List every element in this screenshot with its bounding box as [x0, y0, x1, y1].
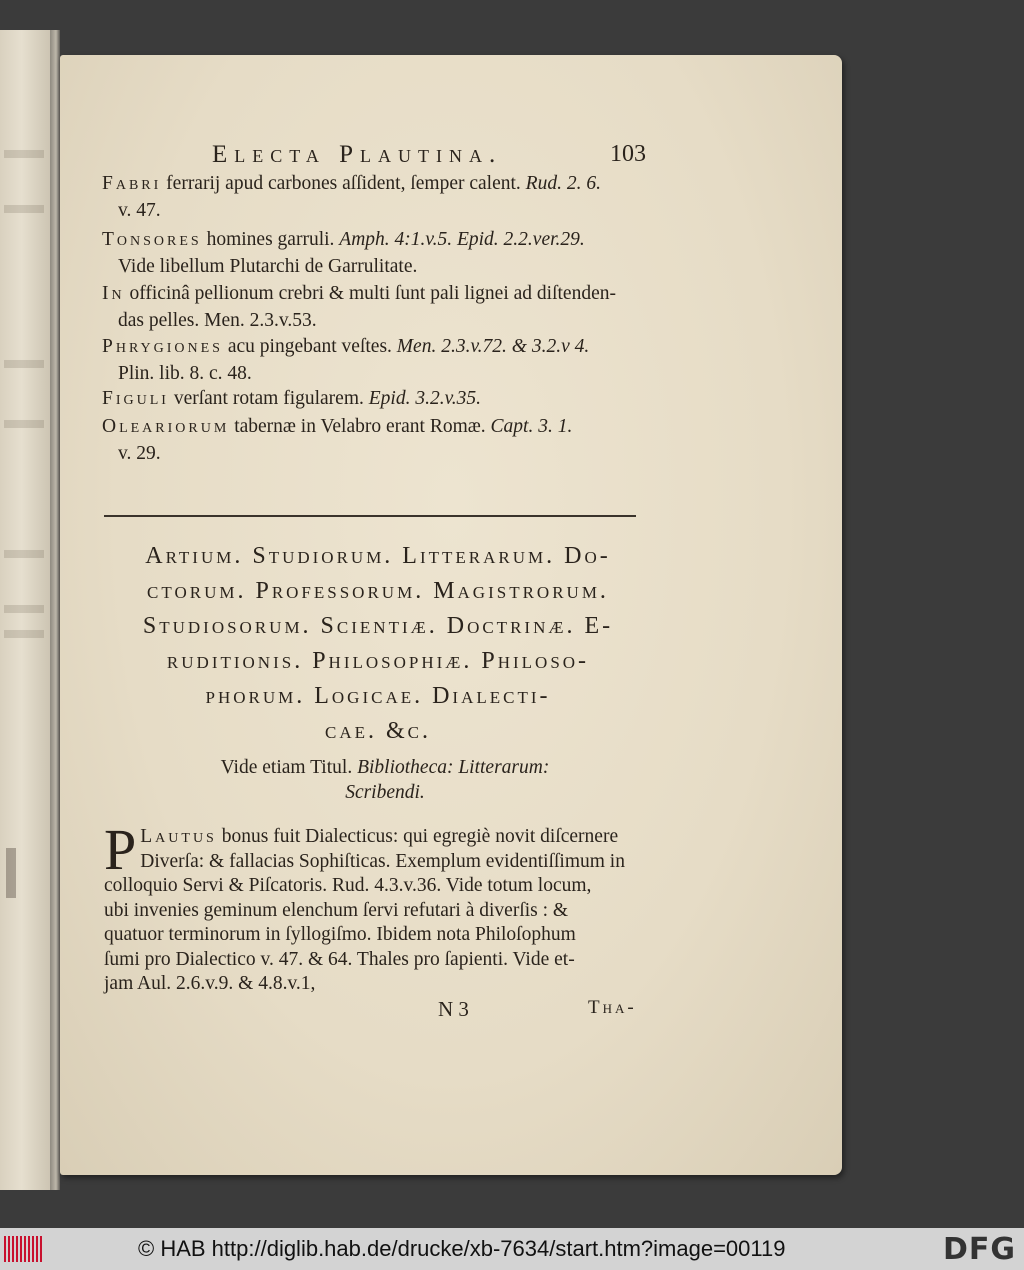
entry-cont: Vide libellum Plutarchi de Garrulitate. — [118, 256, 418, 277]
entry-ref: Rud. 2. 6. — [525, 173, 601, 194]
entry-cont: das pelles. Men. 2.3.v.53. — [118, 310, 317, 331]
heading-line: Studiosorum. Scientiæ. Doctrinæ. E- — [142, 613, 614, 639]
para-line: ſumi pro Dialectico v. 47. & 64. Thales pro ſapienti. Vide et- — [104, 948, 575, 970]
running-header: Electa Plautina. — [212, 141, 503, 168]
entry-cont: v. 47. — [118, 200, 161, 221]
entry-text: homines garruli. — [201, 229, 340, 250]
copyright-link[interactable]: © HAB http://diglib.hab.de/drucke/xb-7634/start.htm?image=00119 — [138, 1236, 786, 1261]
page-gutter — [50, 30, 60, 1190]
para-line: ubi invenies geminum elenchum ſervi refutari à diverſis : & — [104, 899, 569, 921]
entry-ref: Capt. 3. 1. — [490, 416, 573, 437]
entry-cont: v. 29. — [118, 443, 161, 464]
entry-tonsores — [102, 226, 657, 280]
heading-line: phorum. Logicae. Dialecti- — [205, 683, 551, 709]
see-also — [140, 755, 630, 805]
entry-fabri — [102, 170, 657, 224]
entry-lead: Figuli — [102, 388, 169, 409]
facing-page-edge — [0, 30, 54, 1190]
heading-line: ruditionis. Philosophiæ. Philoso- — [166, 648, 590, 674]
entry-ref: Men. 2.3.v.72. & 3.2.v 4. — [396, 336, 590, 357]
entry-text: tabernæ in Velabro erant Romæ. — [229, 416, 491, 437]
para-line: bonus fuit Dialecticus: qui egregiè novit diſcernere — [216, 826, 619, 847]
para-line: jam Aul. 2.6.v.9. & 4.8.v.1, — [104, 973, 316, 994]
entry-in-officina — [102, 280, 657, 334]
catchword: Tha- — [588, 997, 637, 1018]
entry-figuli — [102, 385, 657, 412]
dfg-logo: DFG — [942, 1232, 1016, 1267]
section-heading — [98, 539, 658, 749]
para-line: Diverſa: & fallacias Sophiſticas. Exemplum evidentiſſimum in — [140, 850, 625, 872]
entry-lead: Phrygiones — [102, 336, 223, 357]
entry-phrygiones — [102, 333, 657, 387]
see-also-refs: Bibliotheca: Litterarum: — [357, 757, 550, 778]
heading-line: Artium. Studiorum. Litterarum. Do- — [145, 543, 611, 569]
heading-line: ctorum. Professorum. Magistrorum. — [147, 578, 609, 604]
entry-lead: Fabri — [102, 173, 162, 194]
para-lead: Lautus — [140, 826, 217, 847]
footer-bar — [0, 1228, 1024, 1270]
entry-text: officinâ pellionum crebri & multi ſunt pali lignei ad diſtenden- — [124, 283, 616, 304]
entry-lead: In — [102, 283, 125, 304]
heading-line: cae. &c. — [324, 718, 431, 744]
entry-cont: Plin. lib. 8. c. 48. — [118, 363, 252, 384]
entry-text: ferrarij apud carbones aſſident, ſemper calent. — [161, 173, 526, 194]
body-paragraph — [104, 817, 649, 997]
book-page — [60, 55, 842, 1175]
entry-lead: Oleariorum — [102, 416, 230, 437]
see-also-prefix: Vide etiam Titul. — [220, 757, 358, 778]
barcode-icon — [4, 1236, 46, 1262]
entry-ref: Epid. 3.2.v.35. — [368, 388, 482, 409]
entry-ref: Amph. 4:1.v.5. Epid. 2.2.ver.29. — [339, 229, 585, 250]
page-number: 103 — [610, 141, 646, 167]
see-also-line2: Scribendi. — [345, 782, 425, 803]
entry-lead: Tonsores — [102, 229, 202, 250]
drop-cap: P — [104, 817, 137, 882]
para-line: quatuor terminorum in ſyllogiſmo. Ibidem nota Philoſophum — [104, 924, 576, 945]
entry-text: verſant rotam figularem. — [168, 388, 369, 409]
section-divider — [104, 515, 636, 517]
para-line: colloquio Servi & Piſcatoris. Rud. 4.3.v.36. Vide totum locum, — [104, 875, 592, 896]
signature-mark: N 3 — [438, 997, 469, 1021]
entry-text: acu pingebant veſtes. — [222, 336, 397, 357]
entry-oleariorum — [102, 413, 657, 467]
